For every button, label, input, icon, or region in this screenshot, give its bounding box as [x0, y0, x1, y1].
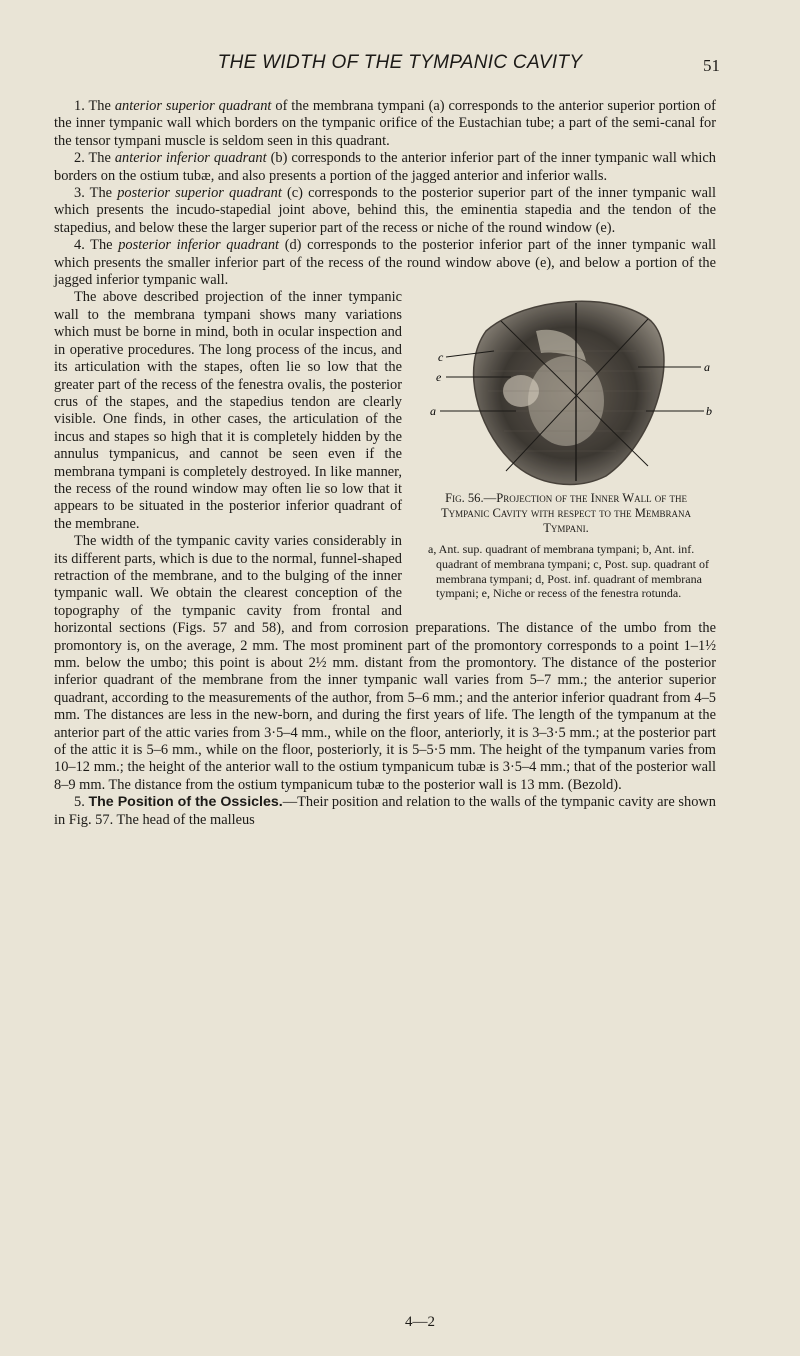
paragraph-number: 3. The: [74, 185, 113, 202]
page-number: 51: [703, 56, 720, 75]
term: posterior inferior quadrant: [118, 237, 280, 254]
paragraph-5: The above described projection of the inner tympanic wall to the membrana tympani shows many variations which must be borne in mind, both in ocular inspection and in operative procedures. The long process of the incus, and its articulation with the stapes, often lie so low that the greater part of the recess of the fenestra ovalis, the posterior crus of the stapes, and the stapedius tendon are clearly visible. One finds, in other cases, the articulation of the incus and stapes so high that it is completely hidden by the annulus tympanicus, and cannot be seen even if the membrana tympani is completely destroyed. In like manner, the recess of the round window may often lie so low that it appears to be situated in the posterior inferior quadrant of the membrane.: [54, 289, 402, 532]
page-header: [0, 52, 800, 80]
label-c: c: [438, 350, 444, 365]
paragraph-text: (c) corresponds to the posterior superior part of the inner tympanic wall which presents the incudo-stapedial joint above, behind this, the eminentia stapedia and the tendon of the stapedius, and below these the larger superior part of the recess or niche of the round window (e).: [54, 185, 716, 236]
figure-56: [416, 291, 716, 600]
body-text: [54, 98, 716, 829]
term: posterior superior quadrant: [117, 185, 282, 202]
paragraph-number: 2. The: [74, 150, 111, 167]
paragraph-text: —Their position and relation to the walls of the tympanic cavity are shown in Fig. 57. The head of the malleus: [54, 794, 716, 828]
running-head: THE WIDTH OF THE TYMPANIC CAVITY: [217, 52, 583, 73]
paragraph-7: [54, 794, 716, 829]
paragraph-text: of the membrana tympani (a) corresponds to the anterior superior portion of the inner tympanic wall which borders on the tympanic orifice of the Eustachian tube; a part of the semi-canal for the tensor tympani muscle is seldom seen in this quadrant.: [54, 98, 716, 149]
section-heading: The Position of the Ossicles.: [88, 794, 283, 811]
term: anterior superior quadrant: [114, 98, 272, 114]
promontory-shape: [528, 356, 604, 446]
paragraph-text: (d) corresponds to the posterior inferior part of the inner tympanic wall which presents the smaller inferior part of the recess of the round window above (e), and below a portion of the jagged inferior tympanic wall.: [54, 237, 716, 289]
term: anterior inferior quadrant: [114, 150, 267, 167]
label-a: a: [704, 360, 710, 375]
figure-legend: a, Ant. sup. quadrant of membrana tympani; b, Ant. inf. quadrant of membrana tympani; c, Post. sup. quadrant of membrana tympani; d, Post. inf. quadrant of membrana tympani; e, Niche or recess of the fenestra rotunda.: [428, 542, 709, 601]
paragraph-1: [54, 98, 716, 150]
paragraph-text: (b) corresponds to the anterior inferior part of the inner tympanic wall which borders on the ostium tubæ, and also presents a portion of the jagged anterior and inferior walls.: [54, 150, 716, 184]
paragraph-number: 5.: [74, 794, 85, 811]
label-a-left: a: [430, 404, 436, 419]
paragraph-2: [54, 150, 716, 185]
figure-caption: Fig. 56.—Projection of the Inner Wall of the Tympanic Cavity with respect to the Membrana Tympani.: [440, 491, 692, 536]
paragraph-4: [54, 237, 716, 289]
paragraph-number: 1. The: [74, 98, 111, 114]
paragraph-number: 4. The: [74, 237, 113, 254]
label-b: b: [706, 404, 712, 419]
paragraph-3: [54, 185, 716, 237]
tympanic-wall-illustration: [416, 291, 716, 489]
label-e: e: [436, 370, 442, 385]
paragraph-6: The width of the tympanic cavity varies considerably in its different parts, which is due to the normal, funnel-shaped retraction of the membrane, and to the bulging of the inner tympanic wall. We obtain the clearest conception of the topography of the tympanic cavity from frontal and horizontal sections (Figs. 57 and 58), and from corrosion preparations. The distance of the umbo from the promontory is, on the average, 2 mm. The most prominent part of the promontory corresponds to a point 1–1½ mm. below the umbo; this point is about 2½ mm. distant from the promontory. The distance of the posterior inferior quadrant of the membrane from the inner tympanic wall varies from 5–7 mm.; the anterior superior quadrant, according to the measurements of the author, from 5–6 mm.; and the anterior inferior quadrant from 4–5 mm. The distances are less in the new-born, and during the first years of life. The length of the tympanum at the anterior part of the attic varies from 3·5–4 mm., while on the floor, anteriorly, it is 3–3·5 mm.; at the posterior part of the attic it is 5–6 mm., while on the floor, posteriorly, it is 5–5·5 mm. The height of the tympanum varies from 10–12 mm.; the height of the anterior wall to the ostium tympanicum tubæ is 3·5–4 mm.; that of the posterior wall 8–9 mm. The distance from the ostium tympanicum tubæ to the posterior wall is 13 mm. (Bezold).: [54, 533, 716, 793]
signature-mark: 4—2: [405, 1314, 435, 1330]
